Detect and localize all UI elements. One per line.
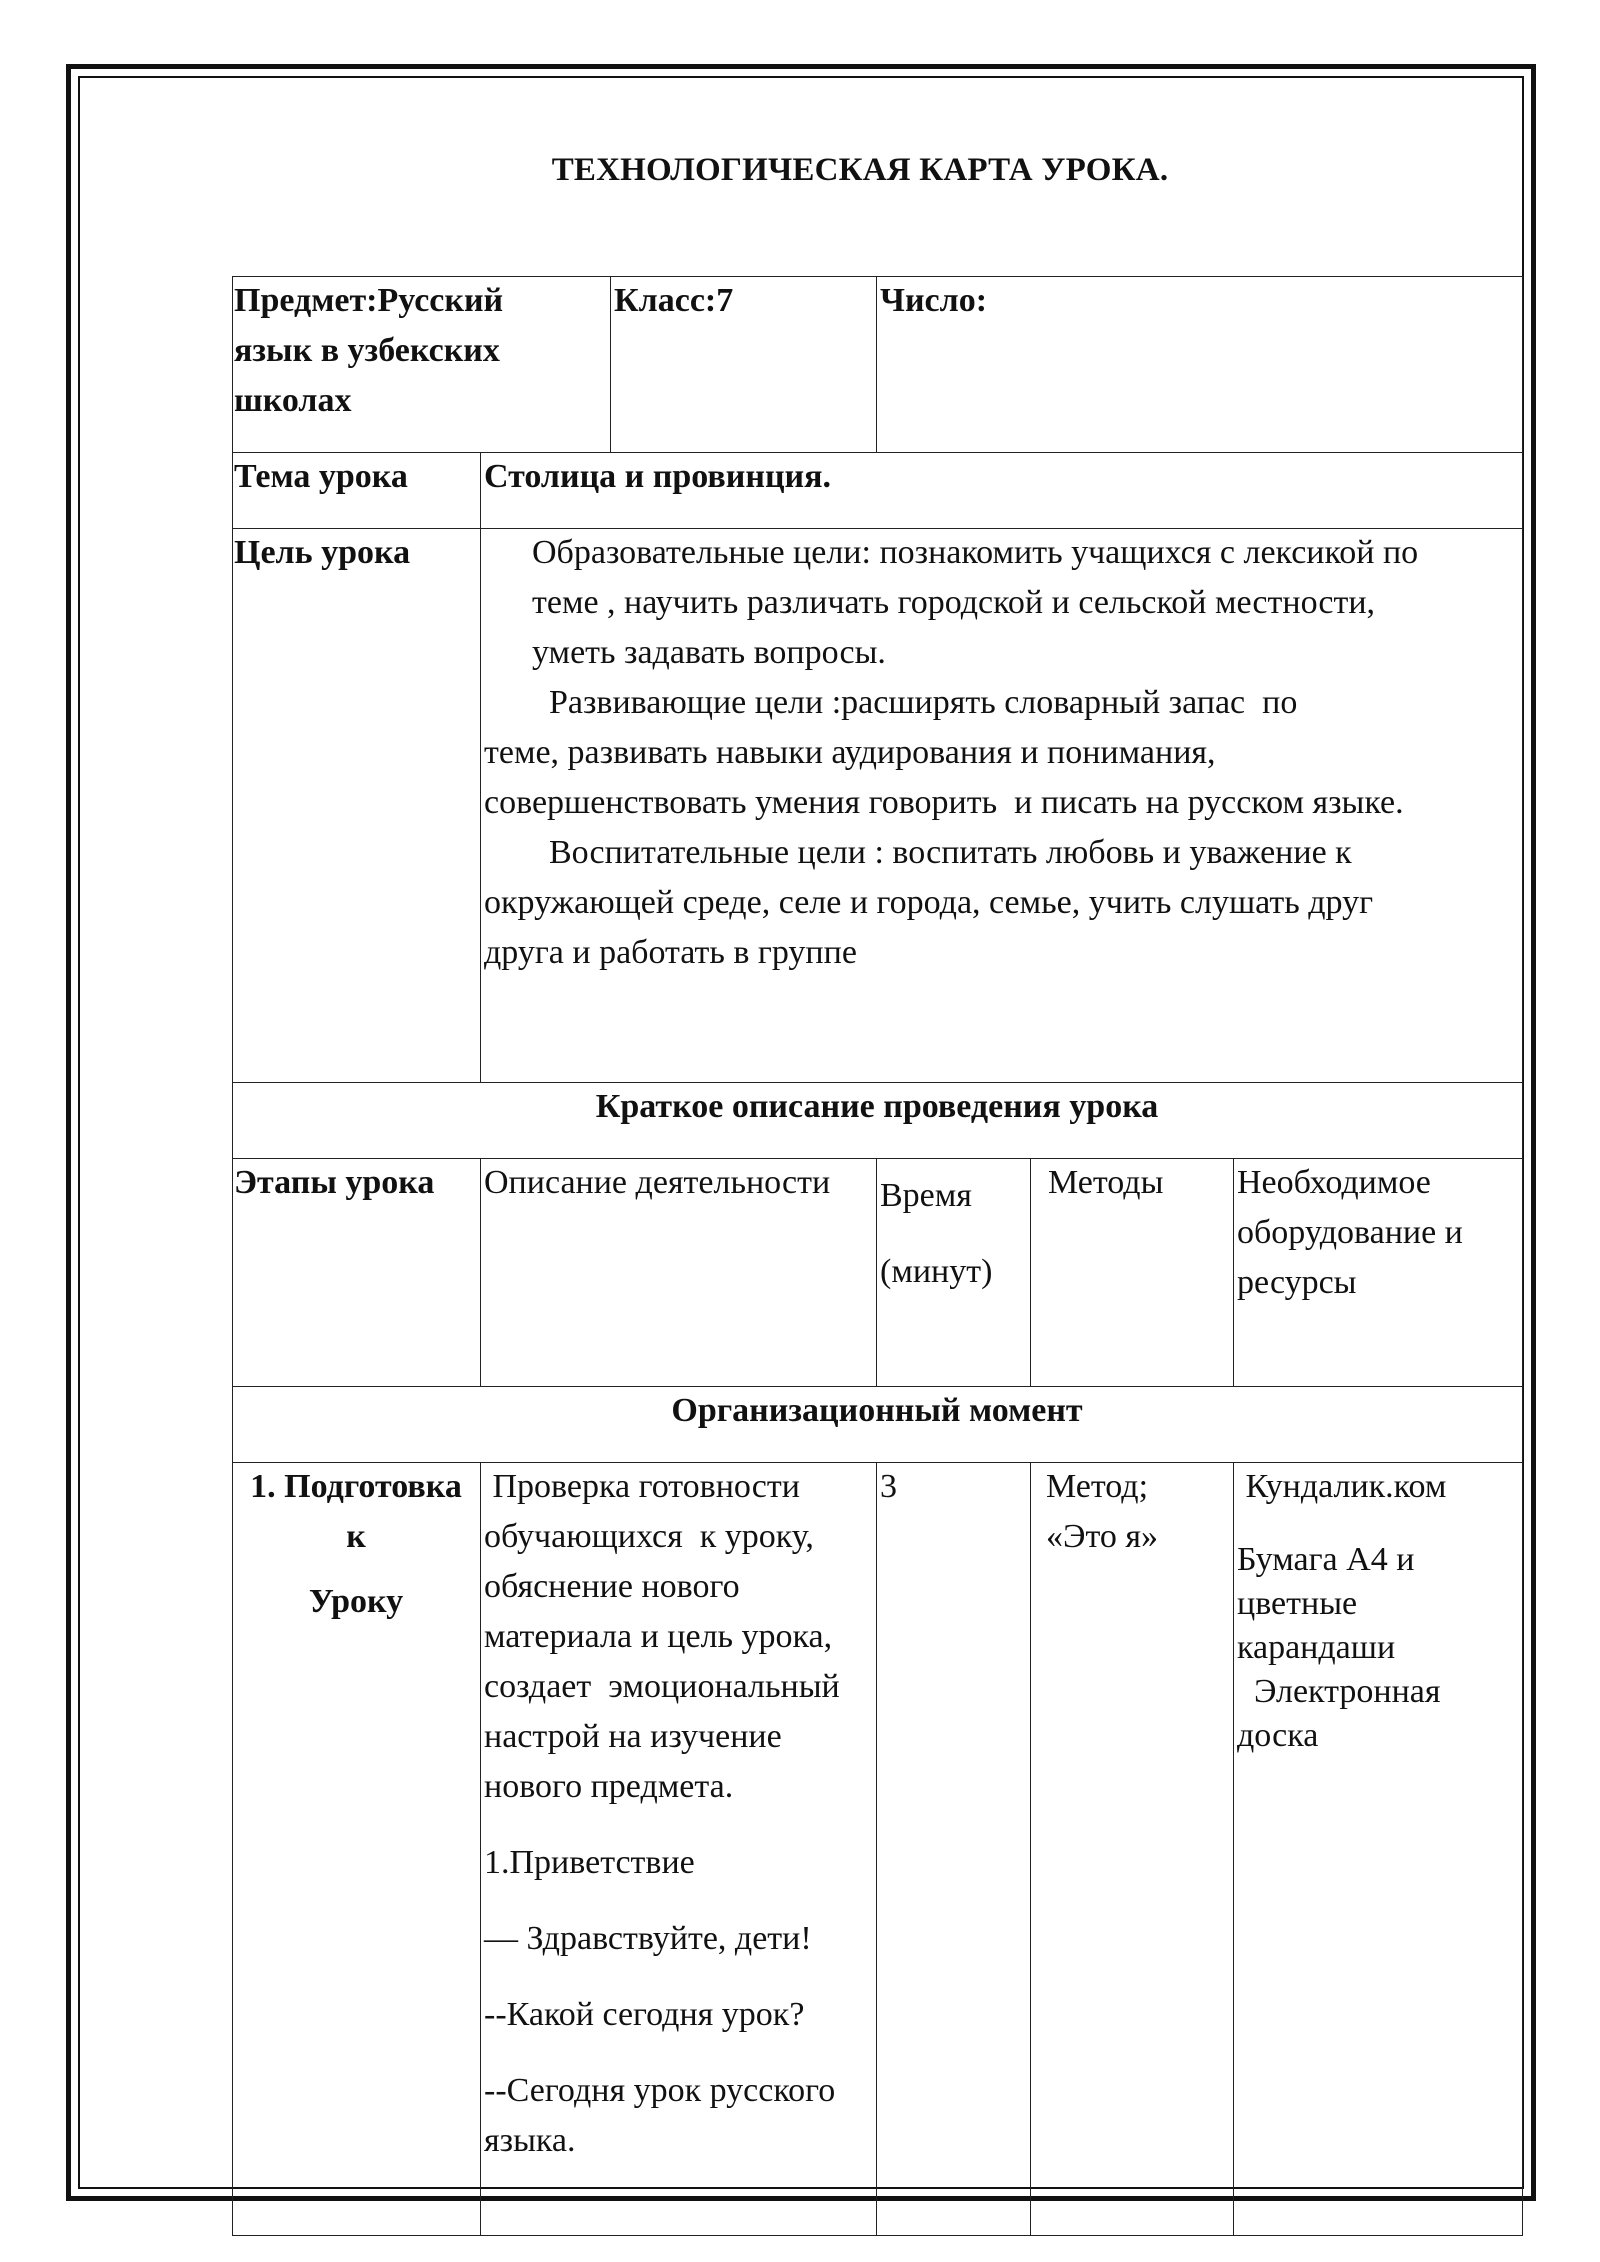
row1-method-line: Метод; (1046, 1468, 1149, 1505)
goal-line: Развивающие цели :расширять словарный запас по (532, 684, 1298, 721)
row1-dialog-line: --Какой сегодня урок? (484, 1996, 805, 2033)
class-cell: Класс:7 (614, 282, 734, 319)
subject-line: школах (234, 382, 352, 419)
table-rule (232, 276, 233, 1082)
table-rule (610, 276, 611, 452)
goal-text (484, 528, 1418, 978)
col-time-line: (минут) (880, 1253, 993, 1290)
col-equipment (1237, 1158, 1463, 1308)
table-rule (232, 2235, 1522, 2236)
col-equipment-line: ресурсы (1237, 1264, 1357, 1301)
row1-desc-line: обяснение нового (484, 1568, 740, 1605)
table-rule (876, 1462, 877, 2236)
date-cell: Число: (880, 282, 988, 319)
row1-desc-line: материала и цель урока, (484, 1618, 833, 1655)
goal-line: уметь задавать вопросы. (532, 634, 886, 671)
table-rule (1233, 1158, 1234, 1386)
table-rule (232, 452, 1522, 453)
row1-desc-line: обучающихся к уроку, (484, 1518, 814, 1555)
row1-stage-line: 1. Подготовка (250, 1468, 462, 1505)
col-equipment-line: оборудование и (1237, 1214, 1463, 1251)
row1-desc-line: создает эмоциональный (484, 1668, 840, 1705)
row1-time: 3 (880, 1468, 897, 1505)
row1-equip-line: цветные (1237, 1585, 1358, 1622)
subject-cell (234, 276, 503, 426)
table-rule (1233, 1462, 1234, 2236)
goal-line: теме , научить различать городской и сельской местности, (532, 584, 1376, 621)
col-methods: Методы (1048, 1164, 1164, 1201)
col-description: Описание деятельности (484, 1164, 831, 1201)
table-rule (1522, 276, 1523, 2236)
topic-label: Тема урока (234, 458, 408, 495)
goal-line: совершенствовать умения говорить и писать на русском языке. (484, 784, 1404, 821)
document-title: ТЕХНОЛОГИЧЕСКАЯ КАРТА УРОКА. (551, 152, 1169, 188)
row1-method-line: «Это я» (1046, 1518, 1158, 1555)
row1-dialog-line: --Сегодня урок русского (484, 2072, 836, 2109)
table-rule (1030, 1462, 1031, 2236)
row1-desc-line: Проверка готовности (484, 1468, 800, 1505)
row1-dialog-line: языка. (484, 2122, 576, 2159)
col-time (880, 1158, 992, 1310)
goal-label: Цель урока (234, 534, 411, 571)
goal-line: Образовательные цели: познакомить учащихся с лексикой по (532, 534, 1419, 571)
org-heading: Организационный момент (671, 1392, 1083, 1429)
row1-equipment (1237, 1462, 1446, 1758)
row1-desc-line: нового предмета. (484, 1768, 734, 1805)
topic-value: Столица и провинция. (484, 458, 832, 495)
row1-stage (232, 1462, 480, 1642)
row1-equip-line: карандаши (1237, 1629, 1396, 1666)
table-rule (232, 1082, 233, 2236)
goal-line: окружающей среде, селе и города, семье, учить слушать друг (484, 884, 1374, 921)
col-equipment-line: Необходимое (1237, 1164, 1431, 1201)
table-rule (480, 1462, 481, 2236)
table-rule (876, 1158, 877, 1386)
row1-greeting: 1.Приветствие (484, 1844, 695, 1881)
row1-methods (1046, 1462, 1158, 1562)
table-rule (480, 452, 481, 1082)
table-rule (876, 276, 877, 452)
summary-heading: Краткое описание проведения урока (595, 1088, 1159, 1125)
table-rule (1030, 1158, 1031, 1386)
subject-line: язык в узбекских (234, 332, 500, 369)
row1-equip-line: доска (1237, 1717, 1319, 1754)
table-rule (480, 1158, 481, 1386)
col-time-line: Время (880, 1177, 972, 1214)
row1-stage-line: к (346, 1518, 366, 1555)
row1-equip-line: Бумага А4 и (1237, 1541, 1415, 1578)
lesson-map-table (232, 276, 1522, 2236)
subject-line: Предмет:Русский (234, 282, 504, 319)
row1-desc-line: настрой на изучение (484, 1718, 782, 1755)
row1-stage-line: Уроку (308, 1583, 404, 1620)
row1-equip-line: Кундалик.ком (1237, 1468, 1447, 1505)
row1-description (484, 1462, 840, 2166)
row1-dialog-line: — Здравствуйте, дети! (484, 1920, 812, 1957)
row1-equip-line: Электронная (1237, 1673, 1441, 1710)
goal-line: Воспитательные цели : воспитать любовь и уважение к (532, 834, 1352, 871)
goal-line: теме, развивать навыки аудирования и понимания, (484, 734, 1216, 771)
goal-line: друга и работать в группе (484, 934, 857, 971)
col-stages: Этапы урока (234, 1164, 435, 1201)
